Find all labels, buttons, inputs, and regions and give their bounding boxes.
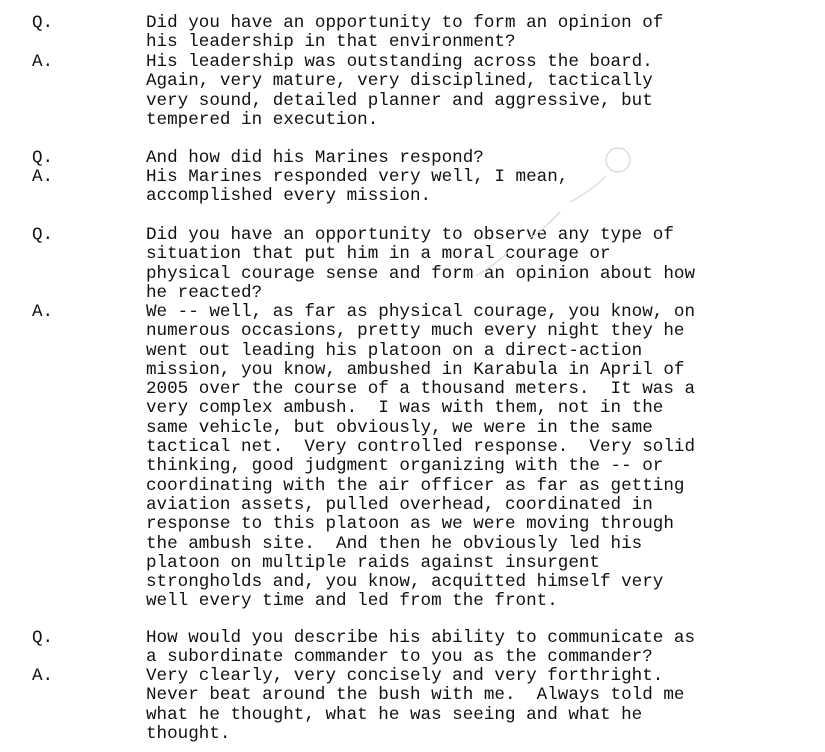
question-text: [146, 149, 806, 168]
text-line: Very clearly, very concisely and very forthright.: [146, 666, 664, 686]
text-line: mission, you know, ambushed in Karabula in April of: [146, 359, 685, 380]
text-line: platoon on multiple raids against insurgent: [146, 552, 600, 573]
text-line: he reacted?: [146, 282, 263, 303]
speaker-label: A.: [32, 302, 54, 322]
text-line: And how did his Marines respond?: [146, 148, 484, 168]
text-line: his leadership in that environment?: [146, 32, 516, 53]
speaker-label: A.: [32, 666, 54, 686]
text-line: accomplished every mission.: [146, 186, 432, 207]
text-line: very sound, detailed planner and aggressive, but: [146, 90, 653, 111]
answer-text: [146, 53, 806, 130]
answer-text: [146, 168, 806, 207]
question-text: [146, 226, 806, 303]
answer-text: [146, 667, 806, 744]
text-line: His Marines responded very well, I mean,: [146, 167, 569, 187]
text-line: well every time and led from the front.: [146, 591, 558, 612]
text-line: We -- well, as far as physical courage, you know, on: [146, 302, 696, 322]
text-line: a subordinate commander to you as the commander?: [146, 647, 653, 668]
text-line: His leadership was outstanding across the board.: [146, 52, 653, 72]
text-line: situation that put him in a moral courage or: [146, 244, 611, 265]
text-line: How would you describe his ability to communicate as: [146, 628, 696, 648]
speaker-label: Q.: [32, 13, 54, 33]
text-line: thought.: [146, 723, 231, 744]
text-line: went out leading his platoon on a direct-action: [146, 340, 643, 361]
speaker-label: Q.: [32, 225, 54, 245]
text-line: tempered in execution.: [146, 109, 379, 130]
text-line: strongholds and, you know, acquitted himself very: [146, 572, 664, 593]
speaker-label: Q.: [32, 628, 54, 648]
answer-text: [146, 303, 806, 612]
text-line: coordinating with the air officer as far as getting: [146, 475, 685, 496]
text-line: same vehicle, but obviously, we were in the same: [146, 417, 653, 438]
speaker-label: A.: [32, 167, 54, 187]
text-line: Never beat around the bush with me. Always told me: [146, 685, 685, 706]
text-line: Did you have an opportunity to observe any type of: [146, 225, 674, 245]
text-line: Did you have an opportunity to form an opinion of: [146, 13, 664, 33]
text-line: numerous occasions, pretty much every night they he: [146, 321, 685, 342]
text-line: the ambush site. And then he obviously led his: [146, 533, 643, 554]
text-line: Again, very mature, very disciplined, tactically: [146, 71, 653, 92]
text-line: aviation assets, pulled overhead, coordinated in: [146, 494, 653, 515]
text-line: response to this platoon as we were moving through: [146, 514, 674, 535]
speaker-label: A.: [32, 52, 54, 72]
question-text: [146, 629, 806, 668]
text-line: tactical net. Very controlled response. Very solid: [146, 437, 696, 458]
question-text: [146, 14, 806, 53]
text-line: physical courage sense and form an opinion about how: [146, 263, 696, 284]
speaker-label: Q.: [32, 148, 54, 168]
text-line: thinking, good judgment organizing with the -- or: [146, 456, 664, 477]
text-line: very complex ambush. I was with them, not in the: [146, 398, 664, 419]
text-line: what he thought, what he was seeing and what he: [146, 704, 643, 725]
text-line: 2005 over the course of a thousand meters. It was a: [146, 379, 696, 400]
